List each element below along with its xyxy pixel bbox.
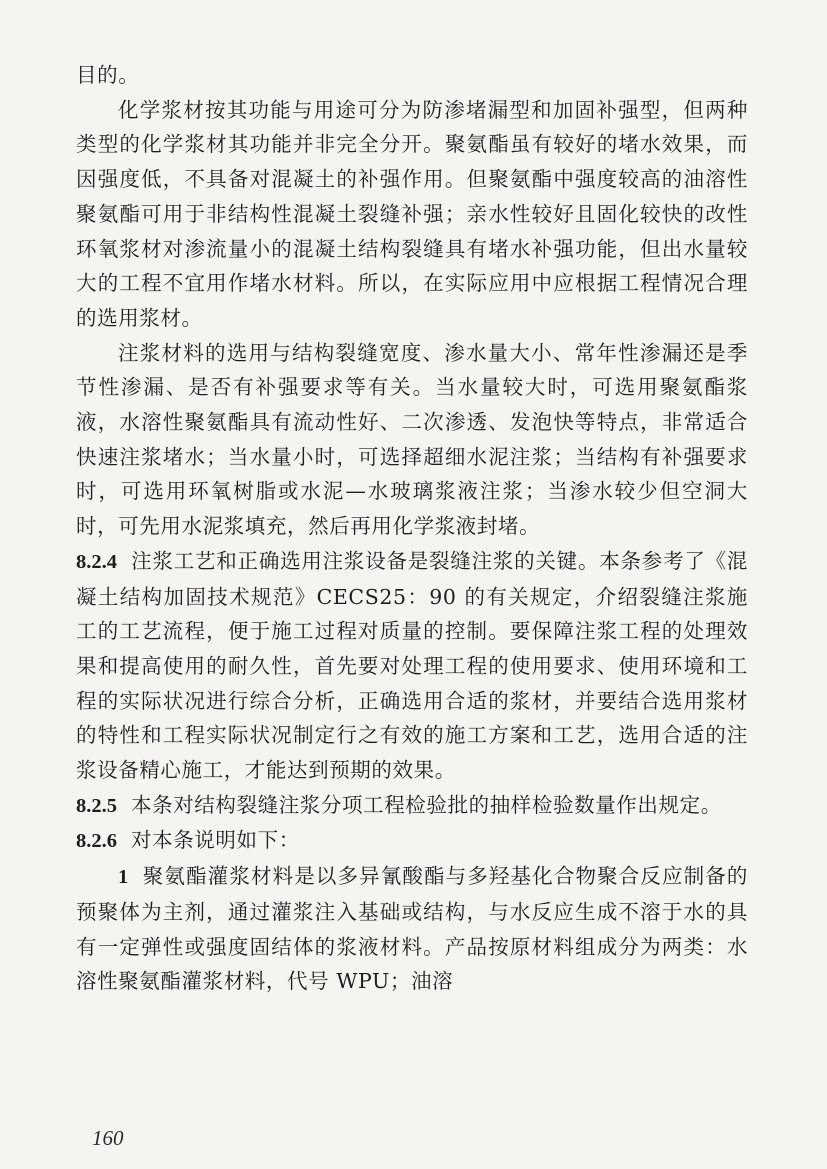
list-item-1 xyxy=(76,859,748,999)
paragraph-grout-classification: 化学浆材按其功能与用途可分为防渗堵漏型和加固补强型，但两种类型的化学浆材其功能并非完全分开。聚氨酯虽有较好的堵水效果，而因强度低，不具备对混凝土的补强作用。但聚氨酯中强度较高的油溶性聚氨酯可用于非结构性混凝土裂缝补强；亲水性较好且固化较快的改性环氧浆材对渗流量小的混凝土结构裂缝具有堵水补强功能，但出水量较大的工程不宜用作堵水材料。所以，在实际应用中应根据工程情况合理的选用浆材。 xyxy=(76,97,748,330)
clause-8-2-5 xyxy=(76,788,748,824)
clause-text: 注浆工艺和正确选用注浆设备是裂缝注浆的关键。本条参考了《混凝土结构加固技术规范》CECS25：90 的有关规定，介绍裂缝注浆施工的工艺流程，便于施工过程对质量的控制。要保障注浆工程的处理效果和提高使用的耐久性，首先要对处理工程的使用要求、使用环境和工程的实际状况进行综合分析，正确选用合适的浆材，并要结合选用浆材的特性和工程实际状况制定行之有效的施工方案和工艺，选用合适的注浆设备精心施工，才能达到预期的效果。 xyxy=(76,548,748,783)
clause-number: 8.2.4 xyxy=(76,550,117,573)
item-number: 1 xyxy=(118,866,129,889)
clause-number: 8.2.6 xyxy=(76,830,117,853)
clause-number: 8.2.5 xyxy=(76,794,117,817)
item-text: 聚氨酯灌浆材料是以多异氰酸酯与多羟基化合物聚合反应制备的预聚体为主剂，通过灌浆注入基础或结构，与水反应生成不溶于水的具有一定弹性或强度固结体的浆液材料。产品按原材料组成分为两类：水溶性聚氨酯灌浆材料，代号 WPU；油溶 xyxy=(76,864,748,994)
page-number: 160 xyxy=(92,1126,124,1150)
paragraph-grout-selection: 注浆材料的选用与结构裂缝宽度、渗水量大小、常年性渗漏还是季节性渗漏、是否有补强要求等有关。当水量较大时，可选用聚氨酯浆液，水溶性聚氨酯具有流动性好、二次渗透、发泡快等特点，非常适合快速注浆堵水；当水量小时，可选择超细水泥注浆；当结构有补强要求时，可选用环氧树脂或水泥—水玻璃浆液注浆；当渗水较少但空洞大时，可先用水泥浆填充，然后再用化学浆液封堵。 xyxy=(76,340,748,539)
clause-text: 对本条说明如下： xyxy=(131,828,300,853)
paragraph-continuation: 目的。 xyxy=(76,63,140,87)
body-text xyxy=(76,58,748,999)
clause-8-2-4 xyxy=(76,544,748,788)
clause-8-2-6 xyxy=(76,823,748,859)
clause-text: 本条对结构裂缝注浆分项工程检验批的抽样检验数量作出规定。 xyxy=(131,792,722,817)
